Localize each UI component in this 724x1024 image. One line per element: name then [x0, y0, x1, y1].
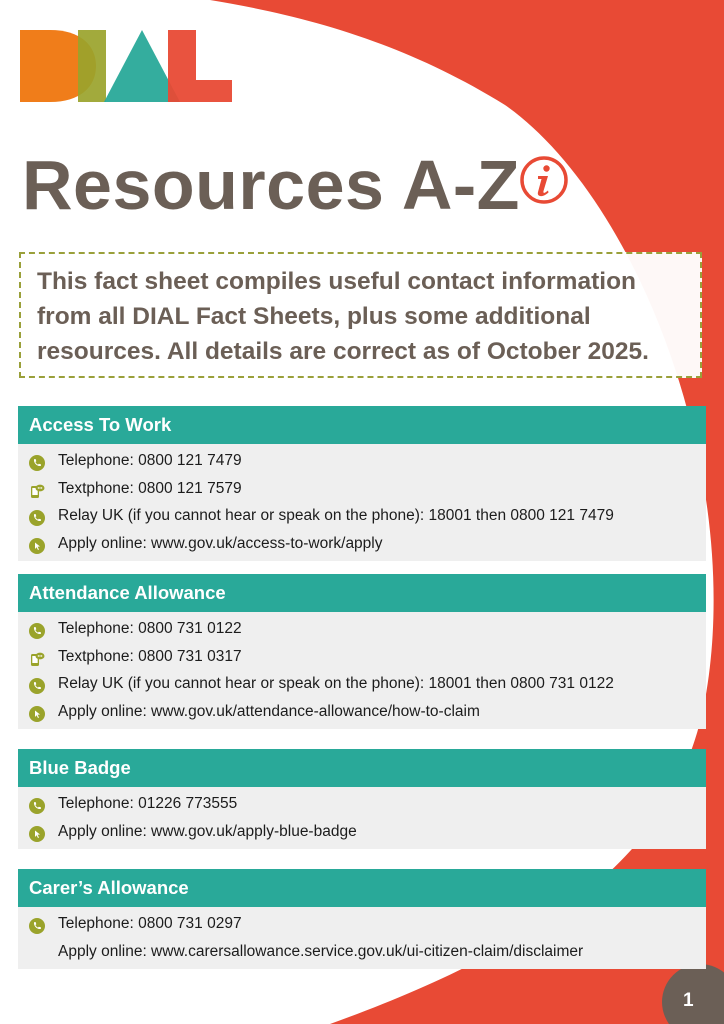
contact-item-text[interactable]: Apply online: www.carersallowance.service.gov.uk/ui-citizen-claim/disclaimer [58, 942, 584, 960]
cursor-icon [29, 824, 45, 840]
contact-item [18, 938, 706, 966]
textphone-icon [29, 649, 45, 665]
contact-item [18, 818, 706, 846]
contact-item [18, 502, 706, 530]
page-title: Resources A-Z [22, 146, 520, 224]
contact-item-text: Telephone: 0800 731 0297 [58, 915, 242, 932]
contact-item-text: Textphone: 0800 121 7579 [58, 479, 242, 497]
section-card [18, 574, 706, 729]
contact-item [18, 615, 706, 643]
contact-item-text: Telephone: 0800 121 7479 [58, 452, 242, 469]
section-heading: Attendance Allowance [18, 574, 706, 612]
logo-letter-l [168, 30, 232, 102]
section-heading: Carer’s Allowance [18, 869, 706, 907]
phone-icon [29, 621, 45, 637]
phone-icon [29, 508, 45, 524]
textphone-icon [29, 481, 45, 497]
contact-item-text[interactable]: Apply online: www.gov.uk/apply-blue-badge [58, 822, 357, 840]
cursor-icon [29, 536, 45, 552]
contact-item [18, 447, 706, 475]
section-body [18, 444, 706, 561]
contact-item-text: Relay UK (if you cannot hear or speak on the phone): 18001 then 0800 121 7479 [58, 507, 614, 524]
info-icon [518, 154, 570, 206]
section-heading: Access To Work [18, 406, 706, 444]
section-card [18, 406, 706, 561]
intro-text: This fact sheet compiles useful contact information from all DIAL Fact Sheets, plus some additional resources. All details are correct as of October 2025. [37, 268, 649, 365]
contact-item [18, 790, 706, 818]
intro-box [19, 252, 702, 378]
contact-item [18, 910, 706, 938]
logo-letter-i [78, 30, 106, 102]
phone-icon [29, 796, 45, 812]
section-body [18, 907, 706, 969]
contact-item [18, 643, 706, 671]
contact-item-text: Textphone: 0800 731 0317 [58, 647, 242, 665]
contact-item-text: Relay UK (if you cannot hear or speak on the phone): 18001 then 0800 731 0122 [58, 675, 614, 692]
dial-logo [20, 30, 232, 102]
section-card [18, 749, 706, 849]
section-body [18, 612, 706, 729]
contact-item-text[interactable]: Apply online: www.gov.uk/attendance-allowance/how-to-claim [58, 702, 480, 720]
contact-item [18, 698, 706, 726]
phone-icon [29, 916, 45, 932]
contact-item-text: Telephone: 0800 731 0122 [58, 620, 242, 637]
contact-item [18, 530, 706, 558]
contact-item [18, 670, 706, 698]
cursor-icon [29, 704, 45, 720]
page-number: 1 [683, 990, 694, 1011]
contact-item-text[interactable]: Apply online: www.gov.uk/access-to-work/apply [58, 534, 383, 552]
section-body [18, 787, 706, 849]
contact-item [18, 475, 706, 503]
contact-item-text: Telephone: 01226 773555 [58, 795, 238, 812]
section-card [18, 869, 706, 969]
phone-icon [29, 453, 45, 469]
section-heading: Blue Badge [18, 749, 706, 787]
phone-icon [29, 676, 45, 692]
